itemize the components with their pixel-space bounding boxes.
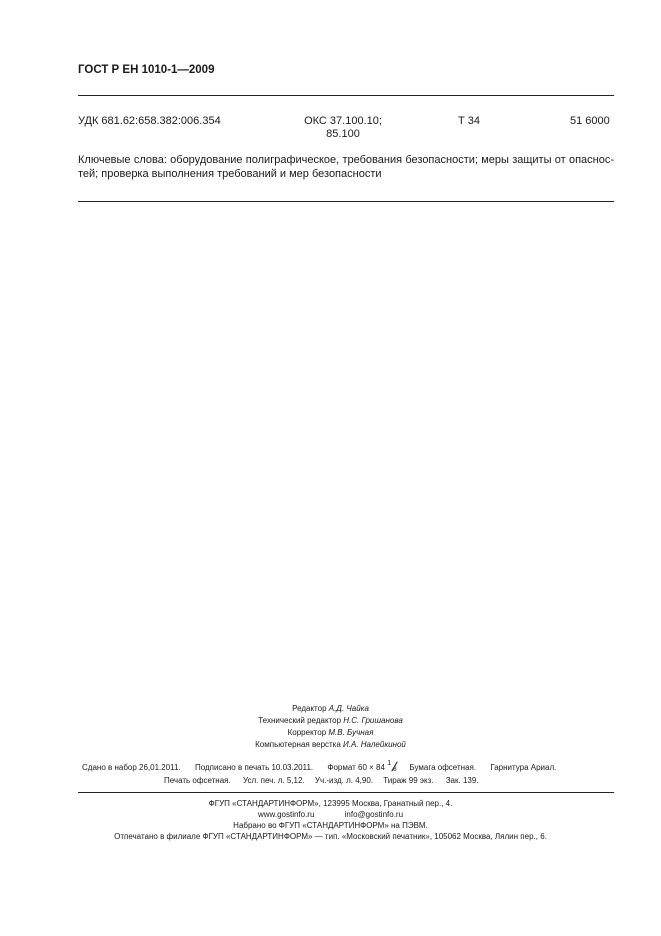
t-code: Т 34 <box>458 115 481 127</box>
document-code: ГОСТ Р ЕН 1010-1—2009 <box>78 64 215 76</box>
paper-info: Бумага офсетная. <box>409 763 477 772</box>
oks-code-line1: ОКС 37.100.10; <box>304 115 382 127</box>
udk-code: УДК 681.62:658.382:006.354 <box>78 115 221 127</box>
keywords <box>78 153 614 181</box>
printed-sheets: Усл. печ. л. 5,12. <box>242 776 305 785</box>
tech-editor-credit <box>0 716 661 725</box>
print-info-line2 <box>164 776 479 785</box>
publisher-website[interactable]: www.gostinfo.ru <box>257 810 315 819</box>
typeset-note: Набрано во ФГУП «СТАНДАРТИНФОРМ» на ПЭВМ. <box>233 821 428 830</box>
print-info-line1 <box>82 762 556 772</box>
print-method: Печать офсетная. <box>164 776 231 785</box>
publisher-sheets: Уч.-изд. л. 4,90. <box>314 776 374 785</box>
okp-code: 51 6000 <box>570 115 610 127</box>
corrector-credit <box>0 728 661 737</box>
footer-divider <box>78 792 614 793</box>
publisher-email[interactable]: info@gostinfo.ru <box>344 810 404 819</box>
print-run: Тираж 99 экз. <box>383 776 434 785</box>
format-info: Формат 60 × 84 1 8 <box>327 760 397 773</box>
keywords-line2: тей; проверка выполнения требований и мер безопасности <box>78 168 382 180</box>
keywords-divider <box>78 201 614 202</box>
printing-note: Отпечатано в филиале ФГУП «СТАНДАРТИНФОРМ» — тип. «Московский печатник», 105062 Москва, Лялин пер., 6. <box>114 832 547 841</box>
oks-code <box>298 115 388 141</box>
editor-credit <box>0 704 661 713</box>
signed-date: Подписано в печать 10.03.2011. <box>194 763 314 772</box>
order-number: Зак. 139. <box>445 776 479 785</box>
tech-editor-label: Технический редактор <box>258 716 342 725</box>
tech-editor-name: Н.С. Гришанова <box>343 716 403 725</box>
publisher-contacts <box>0 810 661 819</box>
typeface-info: Гарнитура Ариал. <box>490 763 557 772</box>
corrector-name: М.В. Бучная <box>328 728 374 737</box>
top-divider <box>78 95 614 96</box>
oks-code-line2: 85.100 <box>326 128 360 140</box>
editor-label: Редактор <box>292 704 327 713</box>
publisher-address: ФГУП «СТАНДАРТИНФОРМ», 123995 Москва, Гранатный пер., 4. <box>208 799 453 808</box>
layout-label: Компьютерная верстка <box>255 740 341 749</box>
corrector-label: Корректор <box>287 728 327 737</box>
layout-credit <box>0 740 661 749</box>
format-fraction: 1 8 <box>387 760 397 773</box>
keywords-line1: Ключевые слова: оборудование полиграфическое, требования безопасности; меры защиты от опаснос- <box>78 154 614 166</box>
editor-name: А.Д. Чайка <box>328 704 369 713</box>
layout-name: И.А. Налейкиной <box>343 740 406 749</box>
typeset-date: Сдано в набор 26,01.2011. <box>82 763 181 772</box>
